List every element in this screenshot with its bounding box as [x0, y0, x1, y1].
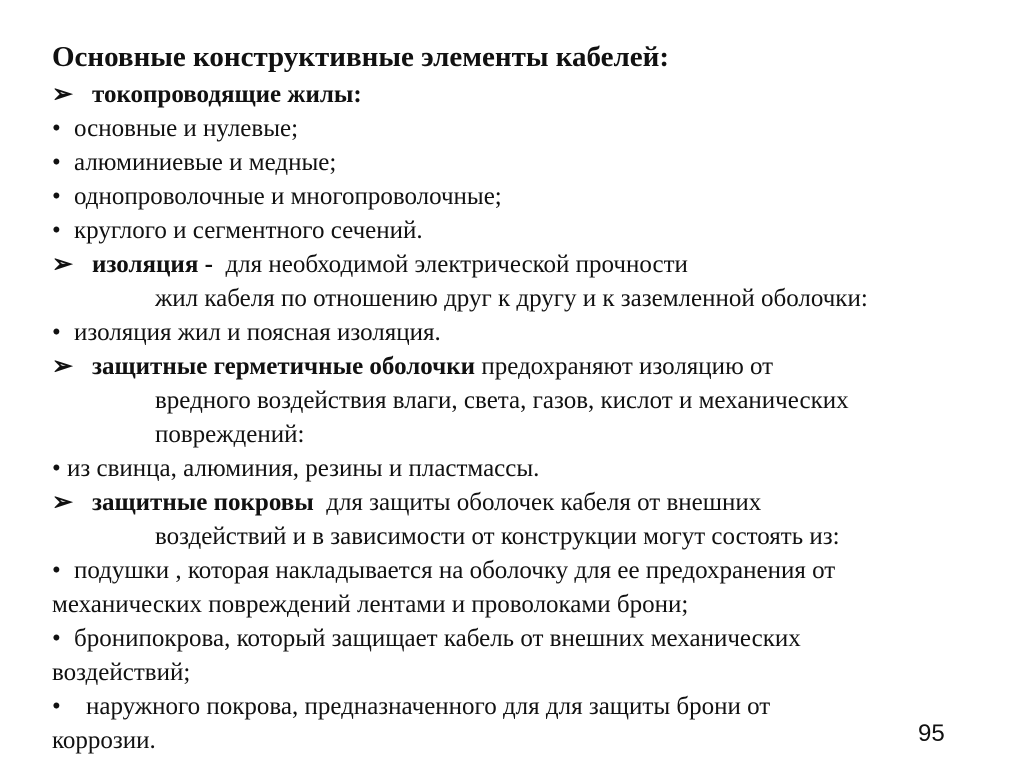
arrow-bullet-icon: ➢: [52, 81, 73, 108]
list-item-continuation: воздействий;: [52, 659, 191, 686]
bullet-icon: •: [52, 625, 61, 652]
bullet-icon: •: [52, 149, 61, 176]
bullet-icon: •: [52, 115, 61, 142]
list-item: [52, 692, 770, 722]
description-continuation: повреждений:: [155, 421, 305, 448]
section-heading-covers: [52, 488, 761, 518]
heading-description: предохраняют изоляцию от: [481, 353, 774, 380]
list-item-continuation: механических повреждений лентами и проволоками брони;: [52, 591, 689, 618]
list-item: [52, 148, 336, 178]
description-continuation: жил кабеля по отношению друг к другу и к заземленной оболочки:: [155, 285, 868, 312]
slide-title: Основные конструктивные элементы кабелей:: [52, 41, 669, 73]
list-item: [52, 556, 835, 586]
list-item-text: наружного покрова, предназначенного для для защиты брони от: [86, 693, 771, 720]
heading-text: токопроводящие жилы:: [92, 81, 362, 108]
list-item: [52, 624, 801, 654]
list-item-text: круглого и сегментного сечений.: [74, 217, 423, 244]
bullet-icon: •: [52, 693, 61, 720]
list-item-text: из свинца, алюминия, резины и пластмассы.: [67, 455, 540, 482]
heading-text: защитные покровы: [92, 489, 314, 516]
heading-text: изоляция -: [92, 251, 213, 278]
arrow-bullet-icon: ➢: [52, 251, 73, 278]
section-heading-insulation: [52, 250, 688, 280]
page-number: 95: [918, 720, 945, 747]
list-item-text: подушки , которая накладывается на оболочку для ее предохранения от: [74, 557, 836, 584]
list-item: [52, 216, 423, 246]
list-item-text: изоляция жил и поясная изоляция.: [74, 319, 441, 346]
list-item: [52, 182, 502, 212]
section-heading-conductors: [52, 80, 362, 110]
list-item-text: алюминиевые и медные;: [74, 149, 337, 176]
bullet-icon: •: [52, 319, 61, 346]
description-continuation: вредного воздействия влаги, света, газов, кислот и механических: [155, 387, 849, 414]
bullet-icon: •: [52, 455, 61, 482]
list-item: [52, 114, 298, 144]
bullet-icon: •: [52, 217, 61, 244]
list-item: [52, 454, 539, 484]
arrow-bullet-icon: ➢: [52, 353, 73, 380]
heading-text: защитные герметичные оболочки: [92, 353, 476, 380]
bullet-icon: •: [52, 183, 61, 210]
list-item-text: основные и нулевые;: [74, 115, 299, 142]
list-item-text: бронипокрова, который защищает кабель от внешних механических: [74, 625, 801, 652]
list-item-text: однопроволочные и многопроволочные;: [74, 183, 502, 210]
arrow-bullet-icon: ➢: [52, 489, 73, 516]
heading-description: для защиты оболочек кабеля от внешних: [326, 489, 762, 516]
heading-description: для необходимой электрической прочности: [225, 251, 688, 278]
bullet-icon: •: [52, 557, 61, 584]
list-item-continuation: коррозии.: [52, 727, 156, 754]
description-continuation: воздействий и в зависимости от конструкции могут состоять из:: [155, 523, 840, 550]
list-item: [52, 318, 441, 348]
section-heading-sheaths: [52, 352, 773, 382]
